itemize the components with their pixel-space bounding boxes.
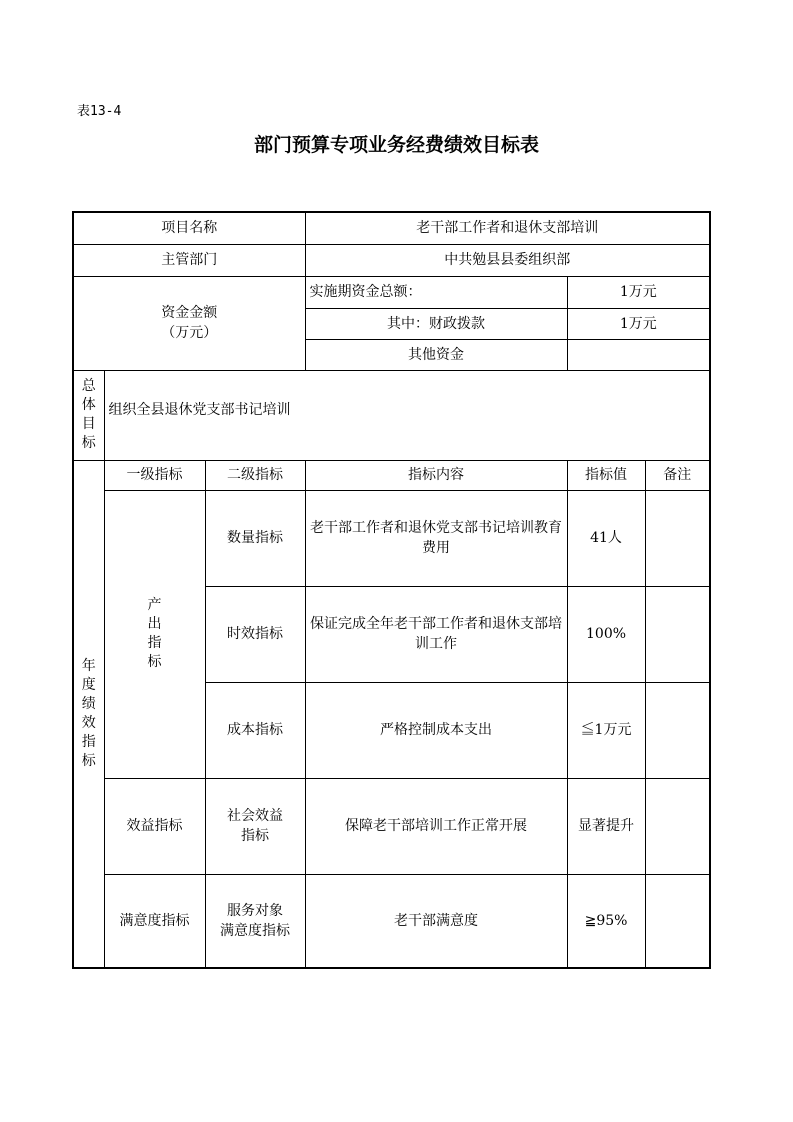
level1-cell: 满意度指标 bbox=[104, 874, 205, 968]
funds-label-line1: 资金金额 bbox=[161, 305, 218, 321]
annual-label-char: 绩 bbox=[81, 695, 96, 712]
value-cell: ≧95% bbox=[567, 874, 645, 968]
annual-label-char: 指 bbox=[81, 733, 96, 750]
page-title: 部门预算专项业务经费绩效目标表 bbox=[253, 134, 539, 156]
header-content: 指标内容 bbox=[305, 460, 567, 490]
level2-cell bbox=[205, 778, 305, 874]
overall-goal-char: 总 bbox=[81, 378, 96, 394]
remark-cell bbox=[645, 778, 710, 874]
level2-cell: 时效指标 bbox=[205, 586, 305, 682]
level2-line1: 社会效益 bbox=[227, 808, 284, 824]
remark-cell bbox=[645, 586, 710, 682]
output-label-char: 标 bbox=[147, 654, 162, 670]
overall-goal-content: 组织全县退休党支部书记培训 bbox=[104, 370, 710, 460]
value-cell: 41人 bbox=[567, 490, 645, 586]
fiscal-funds-label: 其中：财政拨款 bbox=[305, 308, 567, 339]
value-cell: 显著提升 bbox=[567, 778, 645, 874]
department-row bbox=[73, 244, 710, 276]
project-name-value: 老干部工作者和退休支部培训 bbox=[305, 212, 710, 244]
level2-cell: 成本指标 bbox=[205, 682, 305, 778]
output-label-char: 出 bbox=[147, 616, 162, 632]
content-cell: 老干部满意度 bbox=[305, 874, 567, 968]
header-level1: 一级指标 bbox=[104, 460, 205, 490]
level2-cell bbox=[205, 874, 305, 968]
department-value: 中共勉县县委组织部 bbox=[305, 244, 710, 276]
annual-label-char: 效 bbox=[81, 714, 96, 731]
project-name-label: 项目名称 bbox=[73, 212, 305, 244]
project-name-row bbox=[73, 212, 710, 244]
table-row bbox=[73, 490, 710, 586]
level1-cell: 效益指标 bbox=[104, 778, 205, 874]
output-label-char: 指 bbox=[147, 635, 162, 651]
overall-goal-row bbox=[73, 370, 710, 460]
annual-label-char: 度 bbox=[81, 676, 96, 693]
overall-goal-char: 目 bbox=[81, 416, 96, 432]
other-funds-value bbox=[567, 339, 710, 370]
overall-goal-char: 标 bbox=[81, 435, 96, 451]
remark-cell bbox=[645, 490, 710, 586]
output-indicator-label bbox=[104, 490, 205, 778]
total-funds-row bbox=[73, 276, 710, 308]
annual-label-char: 年 bbox=[81, 657, 96, 674]
total-funds-value: 1万元 bbox=[567, 276, 710, 308]
content-cell: 保障老干部培训工作正常开展 bbox=[305, 778, 567, 874]
output-label-char: 产 bbox=[147, 597, 162, 613]
annual-label-char: 标 bbox=[81, 752, 96, 769]
remark-cell bbox=[645, 874, 710, 968]
annual-indicator-label bbox=[73, 460, 104, 968]
overall-goal-char: 体 bbox=[81, 397, 96, 413]
table-row bbox=[73, 778, 710, 874]
funds-label-line2: （万元） bbox=[161, 325, 218, 341]
other-funds-label: 其他资金 bbox=[305, 339, 567, 370]
level2-line1: 服务对象 bbox=[227, 902, 284, 919]
performance-target-table bbox=[72, 211, 711, 969]
content-cell: 老干部工作者和退休党支部书记培训教育费用 bbox=[305, 490, 567, 586]
level2-line2: 满意度指标 bbox=[220, 922, 291, 939]
table-row bbox=[73, 874, 710, 968]
content-cell: 保证完成全年老干部工作者和退休支部培训工作 bbox=[305, 586, 567, 682]
funds-label bbox=[73, 276, 305, 370]
table-code: 表13-4 bbox=[77, 104, 122, 119]
fiscal-funds-value: 1万元 bbox=[567, 308, 710, 339]
indicator-header-row bbox=[73, 460, 710, 490]
level2-cell: 数量指标 bbox=[205, 490, 305, 586]
remark-cell bbox=[645, 682, 710, 778]
header-value: 指标值 bbox=[567, 460, 645, 490]
value-cell: 100% bbox=[567, 586, 645, 682]
department-label: 主管部门 bbox=[73, 244, 305, 276]
overall-goal-label bbox=[73, 370, 104, 460]
header-remark: 备注 bbox=[645, 460, 710, 490]
content-cell: 严格控制成本支出 bbox=[305, 682, 567, 778]
total-funds-label: 实施期资金总额： bbox=[305, 276, 567, 308]
header-level2: 二级指标 bbox=[205, 460, 305, 490]
level2-line2: 指标 bbox=[241, 828, 270, 844]
value-cell: ≦1万元 bbox=[567, 682, 645, 778]
